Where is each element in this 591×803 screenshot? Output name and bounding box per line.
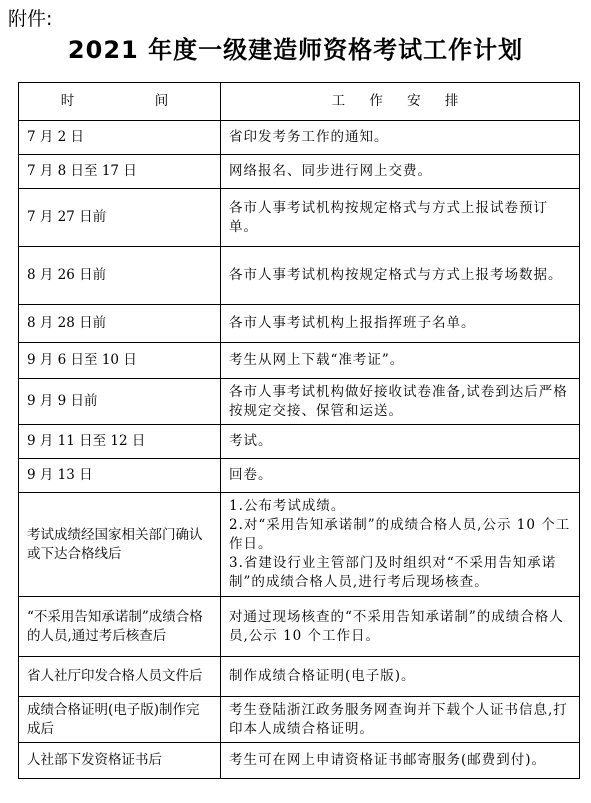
time-cell: “不采用告知承诺制”成绩合格的人员,通过考后核查后	[19, 597, 221, 657]
table-row	[19, 343, 580, 379]
table-row	[19, 155, 580, 189]
time-cell: 8 月 28 日前	[19, 305, 221, 343]
task-line: 考生可在网上申请资格证书邮寄服务(邮费到付)。	[229, 752, 547, 768]
time-cell: 考试成绩经国家相关部门确认或下达合格线后	[19, 493, 221, 597]
task-cell	[221, 121, 580, 155]
task-line: 各市人事考试机构按规定格式与方式上报考场数据。	[229, 267, 563, 283]
task-line: 各市人事考试机构做好接收试卷准备,试卷到达后严格按规定交接、保管和运送。	[229, 383, 568, 419]
task-cell	[221, 425, 580, 459]
task-line: 对通过现场核查的“不采用告知承诺制”的成绩合格人员,公示 10 个工作日。	[229, 608, 564, 644]
page-title: 2021 年度一级建造师资格考试工作计划	[67, 36, 524, 64]
table-row	[19, 121, 580, 155]
task-line: 回卷。	[229, 467, 273, 483]
table-row	[19, 657, 580, 697]
task-cell	[221, 189, 580, 247]
table-row	[19, 305, 580, 343]
task-line: 各市人事考试机构上报指挥班子名单。	[229, 315, 476, 331]
task-cell	[221, 743, 580, 779]
task-line: 各市人事考试机构按规定格式与方式上报试卷预订单。	[229, 199, 548, 235]
task-line: 1.公布考试成绩。	[229, 498, 346, 514]
task-cell	[221, 657, 580, 697]
table-row	[19, 247, 580, 305]
table-row	[19, 379, 580, 425]
table-row	[19, 425, 580, 459]
task-cell	[221, 343, 580, 379]
task-line: 网络报名、同步进行网上交费。	[229, 163, 432, 179]
time-cell: 省人社厅印发合格人员文件后	[19, 657, 221, 697]
task-line: 2.对“采用告知承诺制”的成绩合格人员,公示 10 个工作日。	[229, 517, 571, 552]
task-line: 3.省建设行业主管部门及时组织对“不采用告知承诺制”的成绩合格人员,进行考后现场核查。	[229, 555, 557, 590]
task-cell	[221, 379, 580, 425]
column-header-task: 工 作 安 排	[221, 83, 580, 121]
task-line: 制作成绩合格证明(电子版)。	[229, 668, 416, 684]
table-row	[19, 697, 580, 743]
time-cell: 7 月 2 日	[19, 121, 221, 155]
task-cell	[221, 155, 580, 189]
task-line: 考生登陆浙江政务服务网查询并下载个人证书信息,打印本人成绩合格证明。	[229, 701, 568, 737]
task-cell	[221, 305, 580, 343]
task-line: 考试。	[229, 433, 273, 449]
column-header-time: 时 间	[19, 83, 221, 121]
task-cell	[221, 697, 580, 743]
task-line: 省印发考务工作的通知。	[229, 129, 389, 145]
task-cell	[221, 459, 580, 493]
time-cell: 9 月 13 日	[19, 459, 221, 493]
time-cell: 7 月 8 日至 17 日	[19, 155, 221, 189]
table-row	[19, 743, 580, 779]
attachment-label: 附件:	[8, 8, 53, 30]
table-row	[19, 493, 580, 597]
task-cell	[221, 247, 580, 305]
task-cell	[221, 597, 580, 657]
time-cell: 9 月 9 日前	[19, 379, 221, 425]
time-cell: 成绩合格证明(电子版)制作完成后	[19, 697, 221, 743]
table-row	[19, 459, 580, 493]
task-cell	[221, 493, 580, 597]
time-cell: 7 月 27 日前	[19, 189, 221, 247]
table-row	[19, 597, 580, 657]
time-cell: 9 月 11 日至 12 日	[19, 425, 221, 459]
time-cell: 9 月 6 日至 10 日	[19, 343, 221, 379]
table-row	[19, 189, 580, 247]
time-cell: 人社部下发资格证书后	[19, 743, 221, 779]
table-header-row	[19, 83, 580, 121]
time-cell: 8 月 26 日前	[19, 247, 221, 305]
task-line: 考生从网上下载“准考证”。	[229, 352, 405, 368]
schedule-table	[18, 82, 580, 779]
